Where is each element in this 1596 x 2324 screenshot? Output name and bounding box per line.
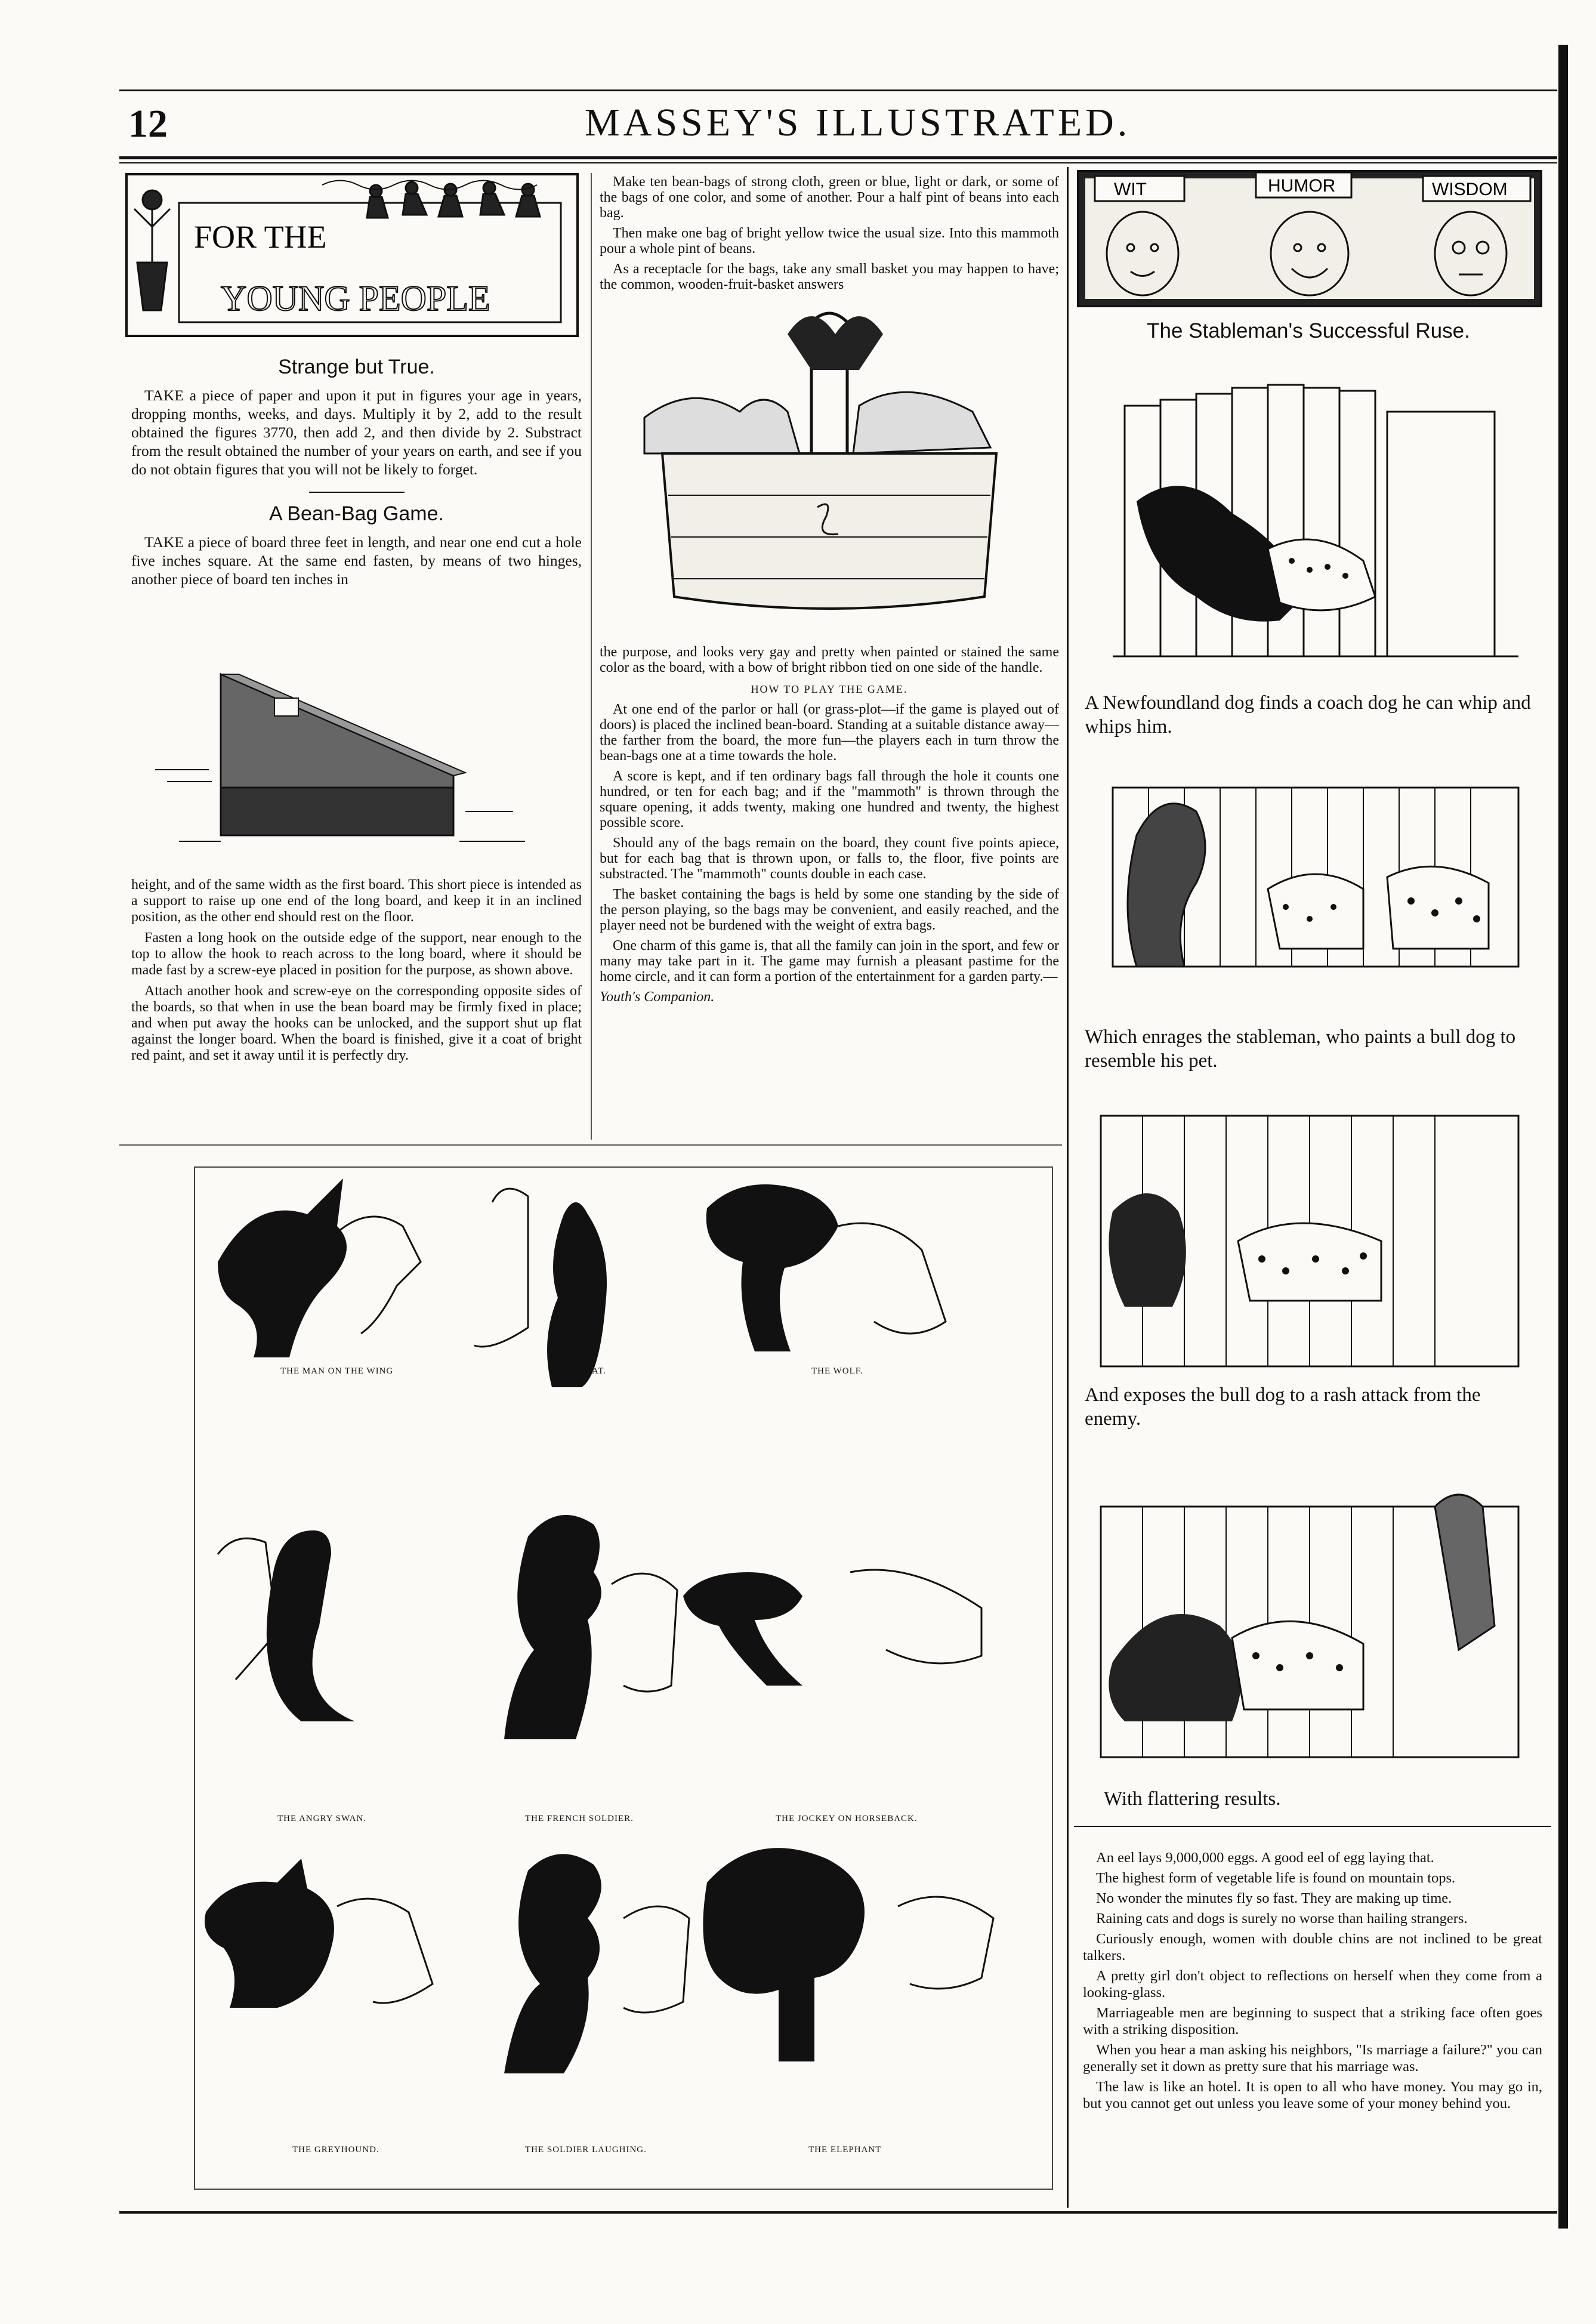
comic-panel-2 [1089, 758, 1530, 996]
hand-1 [331, 1217, 421, 1334]
hand-2 [474, 1189, 528, 1347]
coach-dog-2 [1387, 866, 1489, 949]
middle-p1: Make ten bean-bags of strong cloth, green or blue, light or dark, or some of the bags of one color, and some of another. Pour a half pint of beans into each bag. [600, 174, 1059, 221]
shadow-caption-3: THE WOLF. [811, 1366, 863, 1376]
joke-7: Marriageable men are beginning to suspect that a striking face often goes with a striking disposition. [1083, 2005, 1542, 2038]
jokes-divider [1074, 1826, 1551, 1827]
joke-8: When you hear a man asking his neighbors, "Is marriage a failure?" you can generally set it down as pretty sure that his marriage was. [1083, 2042, 1542, 2075]
joke-1: An eel lays 9,000,000 eggs. A good eel of egg laying that. [1096, 1850, 1434, 1866]
header-bottom-rule [119, 156, 1557, 159]
shadow-pussy-cat [547, 1202, 607, 1387]
banner-wisdom: WISDOM [1432, 180, 1508, 199]
shadow-caption-8: THE SOLDIER LAUGHING. [525, 2145, 647, 2155]
hand-7 [337, 1899, 433, 2003]
column-divider-right [1067, 167, 1069, 2208]
banner-wit: WIT [1114, 180, 1147, 199]
beanbag-p2: height, and of the same width as the first board. This short piece is intended as a support to raise up one end of the long board, and keep it in an inclined position, as the other end should rest on the floor. [131, 877, 582, 925]
middle-column-text-top [600, 174, 1059, 297]
shadow-figures-panel [194, 1166, 1053, 2190]
hand-9 [898, 1897, 993, 1989]
left-column-text-bottom [131, 877, 582, 1069]
middle-p8: The basket containing the bags is held by some one standing by the side of the person playing, so the bags may be convenient, and easily reached, and the player need not be burdened with the weight of extra bags. [600, 887, 1059, 933]
page-number: 12 [128, 102, 168, 146]
coach-dog-4 [1232, 1621, 1363, 1709]
strange-body: TAKE a piece of paper and upon it put in figures your age in years, dropping months, weeks, and days. Multiply it by 2, add to the result obtained the figures 3770, then add 2, and then divide by 2. Substract from the result obtained the number of your years on earth, and see if you do not obtain figures that you will not be likely to forget. [131, 387, 582, 478]
young-people-banner [125, 173, 579, 337]
shadow-jockey-on-horseback [683, 1572, 802, 1686]
shadow-caption-2: PUSSY-CAT. [552, 1366, 606, 1376]
left-column-text-top [131, 346, 582, 593]
comic-panel-4 [1089, 1471, 1530, 1787]
hand-5 [612, 1573, 677, 1692]
coach-dog-3 [1238, 1223, 1381, 1301]
beanbag-p4: Attach another hook and screw-eye on the corresponding opposite sides of the boards, so that when in use the bean board may be firmly fixed in place; and when put away the hooks can be unlocked, and the support shut up flat against the longer board. When the board is finished, give it a coat of bright red paint, and set it away until it is perfectly dry. [131, 983, 582, 1063]
hand-3 [838, 1223, 946, 1334]
comic-panel-3 [1089, 1092, 1530, 1402]
comic-title: The Stableman's Successful Ruse. [1147, 319, 1470, 342]
middle-p7: Should any of the bags remain on the board, they count five points apiece, but for each bag that is thrown upon, or falls to, the floor, five points are substracted. The "mammoth" counts double in each case. [600, 835, 1059, 882]
shadow-caption-7: THE GREYHOUND. [292, 2145, 379, 2155]
shadow-caption-5: THE FRENCH SOLDIER. [525, 1814, 634, 1823]
middle-p2: Then make one bag of bright yellow twice the usual size. Into this mammoth pour a whole pint of beans. [600, 226, 1059, 257]
comic-caption-2: Which enrages the stableman, who paints a bull dog to resemble his pet. [1085, 1026, 1516, 1072]
middle-p4: the purpose, and looks very gay and pretty when painted or stained the same color as the board, with a bow of bright ribbon tied on one side of the handle. [600, 644, 1059, 675]
joke-4: Raining cats and dogs is surely no worse than hailing strangers. [1096, 1911, 1468, 1927]
inclined-board-illustration [155, 662, 537, 859]
shadow-caption-4: THE ANGRY SWAN. [277, 1814, 367, 1823]
hand-6 [850, 1570, 981, 1663]
beanbag-p1: TAKE a piece of board three feet in length, and near one end cut a hole five inches square. At the same end fasten, by means of two hinges, another piece of board ten inches in [131, 533, 582, 588]
shadow-soldier-laughing [504, 1854, 601, 2073]
right-edge-bar [1558, 45, 1568, 2229]
middle-column-text-bottom [600, 644, 1059, 1010]
shadow-caption-1: THE MAN ON THE WING [280, 1366, 394, 1376]
joke-3: No wonder the minutes fly so fast. They are making up time. [1096, 1890, 1452, 1906]
shadow-wolf [706, 1184, 838, 1351]
wit-humor-wisdom-banner [1077, 170, 1542, 307]
beanbag-heading: A Bean-Bag Game. [269, 502, 444, 525]
beanbag-p3: Fasten a long hook on the outside edge of the support, near enough to the top to allow the hook to reach across to the long board, where it should be made fast by a screw-eye placed in position for the purpose, as shown above. [131, 930, 582, 978]
middle-p3: As a receptacle for the bags, take any small basket you may happen to have; the common, wooden-fruit-basket answers [600, 261, 1059, 292]
comic-caption-4: With flattering results. [1104, 1788, 1281, 1810]
top-rule [119, 89, 1557, 91]
heading-rule [309, 492, 405, 493]
middle-p9: One charm of this game is, that all the family can join in the sport, and few or many may take part in it. The game may furnish a pleasant pastime for the home circle, and it can form a portion of the entertainment for a garden party.— [600, 938, 1059, 984]
jokes-column [1083, 1850, 1542, 2116]
middle-p6: A score is kept, and if ten ordinary bags fall through the hole it counts one hundred, or ten for each bag; and if the "mammoth" is thrown through the square opening, it adds twenty, making one hundred and twenty, the highest possible score. [600, 769, 1059, 831]
joke-9: The law is like an hotel. It is open to all who have money. You may go in, but you cannot get out unless you leave some of your money behind you. [1083, 2079, 1542, 2112]
comic-caption-1: A Newfoundland dog finds a coach dog he can whip and whips him. [1085, 692, 1531, 737]
bottom-rule [119, 2211, 1557, 2214]
comic-caption-3: And exposes the bull dog to a rash attack from the enemy. [1085, 1384, 1481, 1430]
strange-heading: Strange but True. [278, 356, 435, 378]
header-bottom-rule-thin [119, 162, 1557, 163]
middle-source: Youth's Companion. [600, 989, 715, 1005]
newfoundland-waiting [1109, 1193, 1186, 1307]
shadow-caption-9: THE ELEPHANT [808, 2145, 882, 2155]
joke-2: The highest form of vegetable life is found on mountain tops. [1096, 1870, 1456, 1886]
how-to-play-heading: HOW TO PLAY THE GAME. [751, 683, 908, 695]
banner-line2: YOUNG PEOPLE [221, 279, 490, 318]
shadow-elephant [703, 1848, 865, 2061]
middle-p5: At one end of the parlor or hall (or grass-plot—if the game is played out of doors) is placed the inclined bean-board. Standing at a suitable distance away—the farther from the board, the more fun—the players each in turn throw the bean-bags one at a time towards the hole. [600, 702, 1059, 764]
page-title: MASSEY'S ILLUSTRATED. [585, 101, 1131, 144]
column-divider-left [591, 173, 592, 1140]
hand-8 [623, 1906, 689, 2013]
joke-5: Curiously enough, women with double chins are not inclined to be great talkers. [1083, 1931, 1542, 1964]
bull-dog-painted [1268, 874, 1363, 949]
section-divider [119, 1144, 1062, 1146]
shadow-greyhound [205, 1859, 334, 2008]
shadow-angry-swan [267, 1530, 355, 1721]
shadow-french-soldier [504, 1515, 601, 1739]
shadow-man-on-wing [218, 1178, 347, 1357]
banner-humor: HUMOR [1268, 176, 1336, 196]
joke-6: A pretty girl don't object to reflections on herself when they come from a looking-glass. [1083, 1968, 1542, 2001]
comic-panel-1 [1089, 370, 1530, 680]
banner-line1: FOR THE [194, 219, 327, 255]
shadow-caption-6: THE JOCKEY ON HORSEBACK. [776, 1814, 918, 1823]
basket-illustration [632, 298, 1026, 632]
